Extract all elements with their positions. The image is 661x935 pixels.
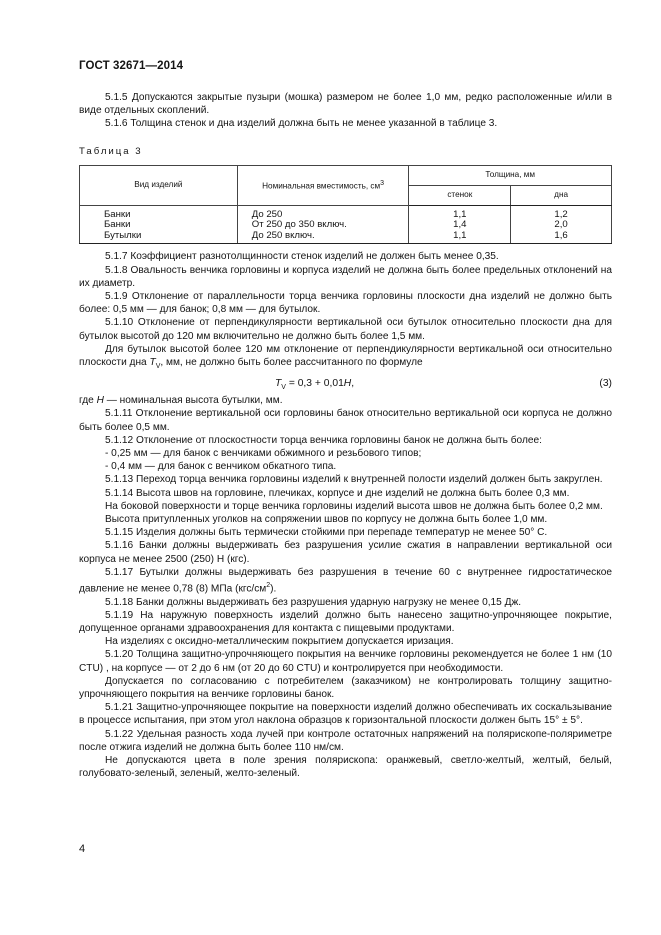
page-number: 4: [79, 843, 86, 855]
paragraph-5-1-20: 5.1.20 Толщина защитно-упрочняющего покрытия на венчике горловины рекомендуется не более 1 нм (10 CTU) , на корпусе — от 2 до 6 нм (от 20 до 60 CTU) и контролируется при необходимости.: [79, 649, 612, 674]
formula-number: (3): [599, 378, 612, 390]
paragraph-5-1-7: 5.1.7 Коэффициент разнотолщинности стенок изделий не должен быть менее 0,35.: [105, 251, 499, 263]
document-body: [79, 91, 612, 780]
formula-expression: $T_V = 0,3 + 0,01H$,: [275, 378, 355, 392]
paragraph-5-1-19: 5.1.19 На наружную поверхность изделий должно быть нанесено защитно-упрочняющее покрытие, допущенное органами здравоохранения для контакта с пищевыми продуктами.: [79, 609, 612, 634]
list-item: - 0,25 мм — для банок с венчиками обжимного и резьбового типов;: [105, 447, 422, 459]
paragraph-bottles-over-120: Для бутылок высотой более 120 мм отклонение от перпендикулярности вертикальной оси относительно плоскости дна $T_V$, мм, не должно быть более рассчитанного по формуле: [79, 343, 612, 370]
cell-bottom: 1,2: [511, 205, 612, 220]
paragraph-5-1-16: 5.1.16 Банки должны выдерживать без разрушения усилие сжатия в направлении вертикальной оси корпуса не менее 2500 (250) Н (кгс).: [79, 540, 612, 565]
paragraph-5-1-13: 5.1.13 Переход торца венчика горловины изделий к внутренней полости изделий должен быть закруглен.: [105, 474, 603, 486]
paragraph-5-1-17: 5.1.17 Бутылки должны выдерживать без разрушения в течение 60 с внутреннее гидростатическое давление не менее 0,78 (8) МПа $(кгс/см^2)$.: [79, 566, 612, 595]
table-row: [80, 220, 612, 231]
paragraph-5-1-14-c: Высота притупленных уголков на сопряжении швов по корпусу не должна быть более 1,0 мм.: [105, 514, 548, 525]
table-caption: Таблица 3: [79, 145, 143, 157]
cell-capacity: До 250: [237, 205, 409, 220]
paragraph-5-1-5: 5.1.5 Допускаются закрытые пузыри (мошка) размером не более 1,0 мм, редко расположенные и/или в виде отдельных скоплений.: [79, 92, 612, 117]
formula-3: [79, 375, 612, 392]
cell-capacity: От 250 до 350 включ.: [237, 220, 409, 231]
thickness-table: [79, 165, 612, 245]
paragraph-5-1-6: 5.1.6 Толщина стенок и дна изделий должна быть не менее указанной в таблице 3.: [105, 118, 498, 130]
paragraph-5-1-14: 5.1.14 Высота швов на горловине, плечиках, корпусе и дне изделий не должна быть более 0,3 мм.: [105, 487, 570, 499]
cell-type: Банки: [80, 220, 238, 231]
cell-type: Банки: [80, 205, 238, 220]
cell-walls: 1,4: [409, 220, 511, 231]
paragraph-5-1-10: 5.1.10 Отклонение от перпендикулярности вертикальной оси бутылок относительно плоскости дна для бутылок высотой до 120 мм включительно не должно быть более 1,5 мм.: [79, 317, 612, 342]
document-header: ГОСТ 32671—2014: [79, 60, 184, 72]
formula-explanation: где H — номинальная высота бутылки, мм.: [79, 395, 283, 407]
header-walls: стенок: [409, 185, 511, 205]
paragraph-5-1-22-b: Не допускаются цвета в поле зрения полярископа: оранжевый, светло-желтый, желтый, белый, голубовато-зеленый, зеленый, желто-зеленый.: [79, 755, 612, 780]
paragraph-5-1-9: 5.1.9 Отклонение от параллельности торца венчика горловины плоскости дна изделий не должно быть более: 0,5 мм — для банок; 0,8 мм — для бутылок.: [79, 290, 612, 316]
table-row: [80, 231, 612, 244]
paragraph-5-1-8: 5.1.8 Овальность венчика горловины и корпуса изделий не должна быть более предельных отклонений на их диаметр.: [79, 264, 612, 289]
cell-capacity: До 250 включ.: [237, 231, 409, 244]
header-bottom: дна: [511, 185, 612, 205]
header-thickness: Толщина, мм: [409, 165, 612, 185]
cell-type: Бутылки: [80, 231, 238, 244]
paragraph-5-1-18: 5.1.18 Банки должны выдерживать без разрушения ударную нагрузку не менее 0,15 Дж.: [105, 596, 522, 608]
list-item: - 0,4 мм — для банок с венчиком обкатного типа.: [105, 461, 337, 473]
paragraph-5-1-14-b: На боковой поверхности и торце венчика горловины изделий высота швов не должна быть более 0,2 мм.: [105, 500, 603, 512]
header-product-type: Вид изделий: [80, 165, 238, 205]
cell-bottom: 2,0: [511, 220, 612, 231]
paragraph-5-1-15: 5.1.15 Изделия должны быть термически стойкими при перепаде температур не менее 50° С.: [105, 527, 548, 539]
header-capacity: Номинальная вместимость, $см^3$: [237, 165, 409, 205]
cell-bottom: 1,6: [511, 231, 612, 244]
paragraph-5-1-20-b: Допускается по согласованию с потребителем (заказчиком) не контролировать толщину защитно-упрочняющего покрытия на венчике горловины банок.: [79, 675, 612, 701]
cell-walls: 1,1: [409, 205, 511, 220]
table-row: [80, 205, 612, 220]
paragraph-5-1-21: 5.1.21 Защитно-упрочняющее покрытие на поверхности изделий должно обеспечивать их соскальзывание в процессе испытания, при этом угол наклона образцов к горизонтальной плоскости должен быть 15° ± 5°.: [79, 702, 612, 727]
cell-walls: 1,1: [409, 231, 511, 244]
paragraph-5-1-12: 5.1.12 Отклонение от плоскостности торца венчика горловины банок не должна быть более:: [105, 434, 542, 446]
paragraph-5-1-19-b: На изделиях с оксидно-металлическим покрытием допускается иризация.: [105, 636, 454, 648]
paragraph-5-1-11: 5.1.11 Отклонение вертикальной оси горловины банок относительно вертикальной оси корпуса не должно быть более 0,5 мм.: [79, 408, 612, 433]
paragraph-5-1-22: 5.1.22 Удельная разность хода лучей при контроле остаточных напряжений на полярископе-поляриметре после отжига изделий не должна быть более 110 нм/см.: [79, 728, 612, 753]
